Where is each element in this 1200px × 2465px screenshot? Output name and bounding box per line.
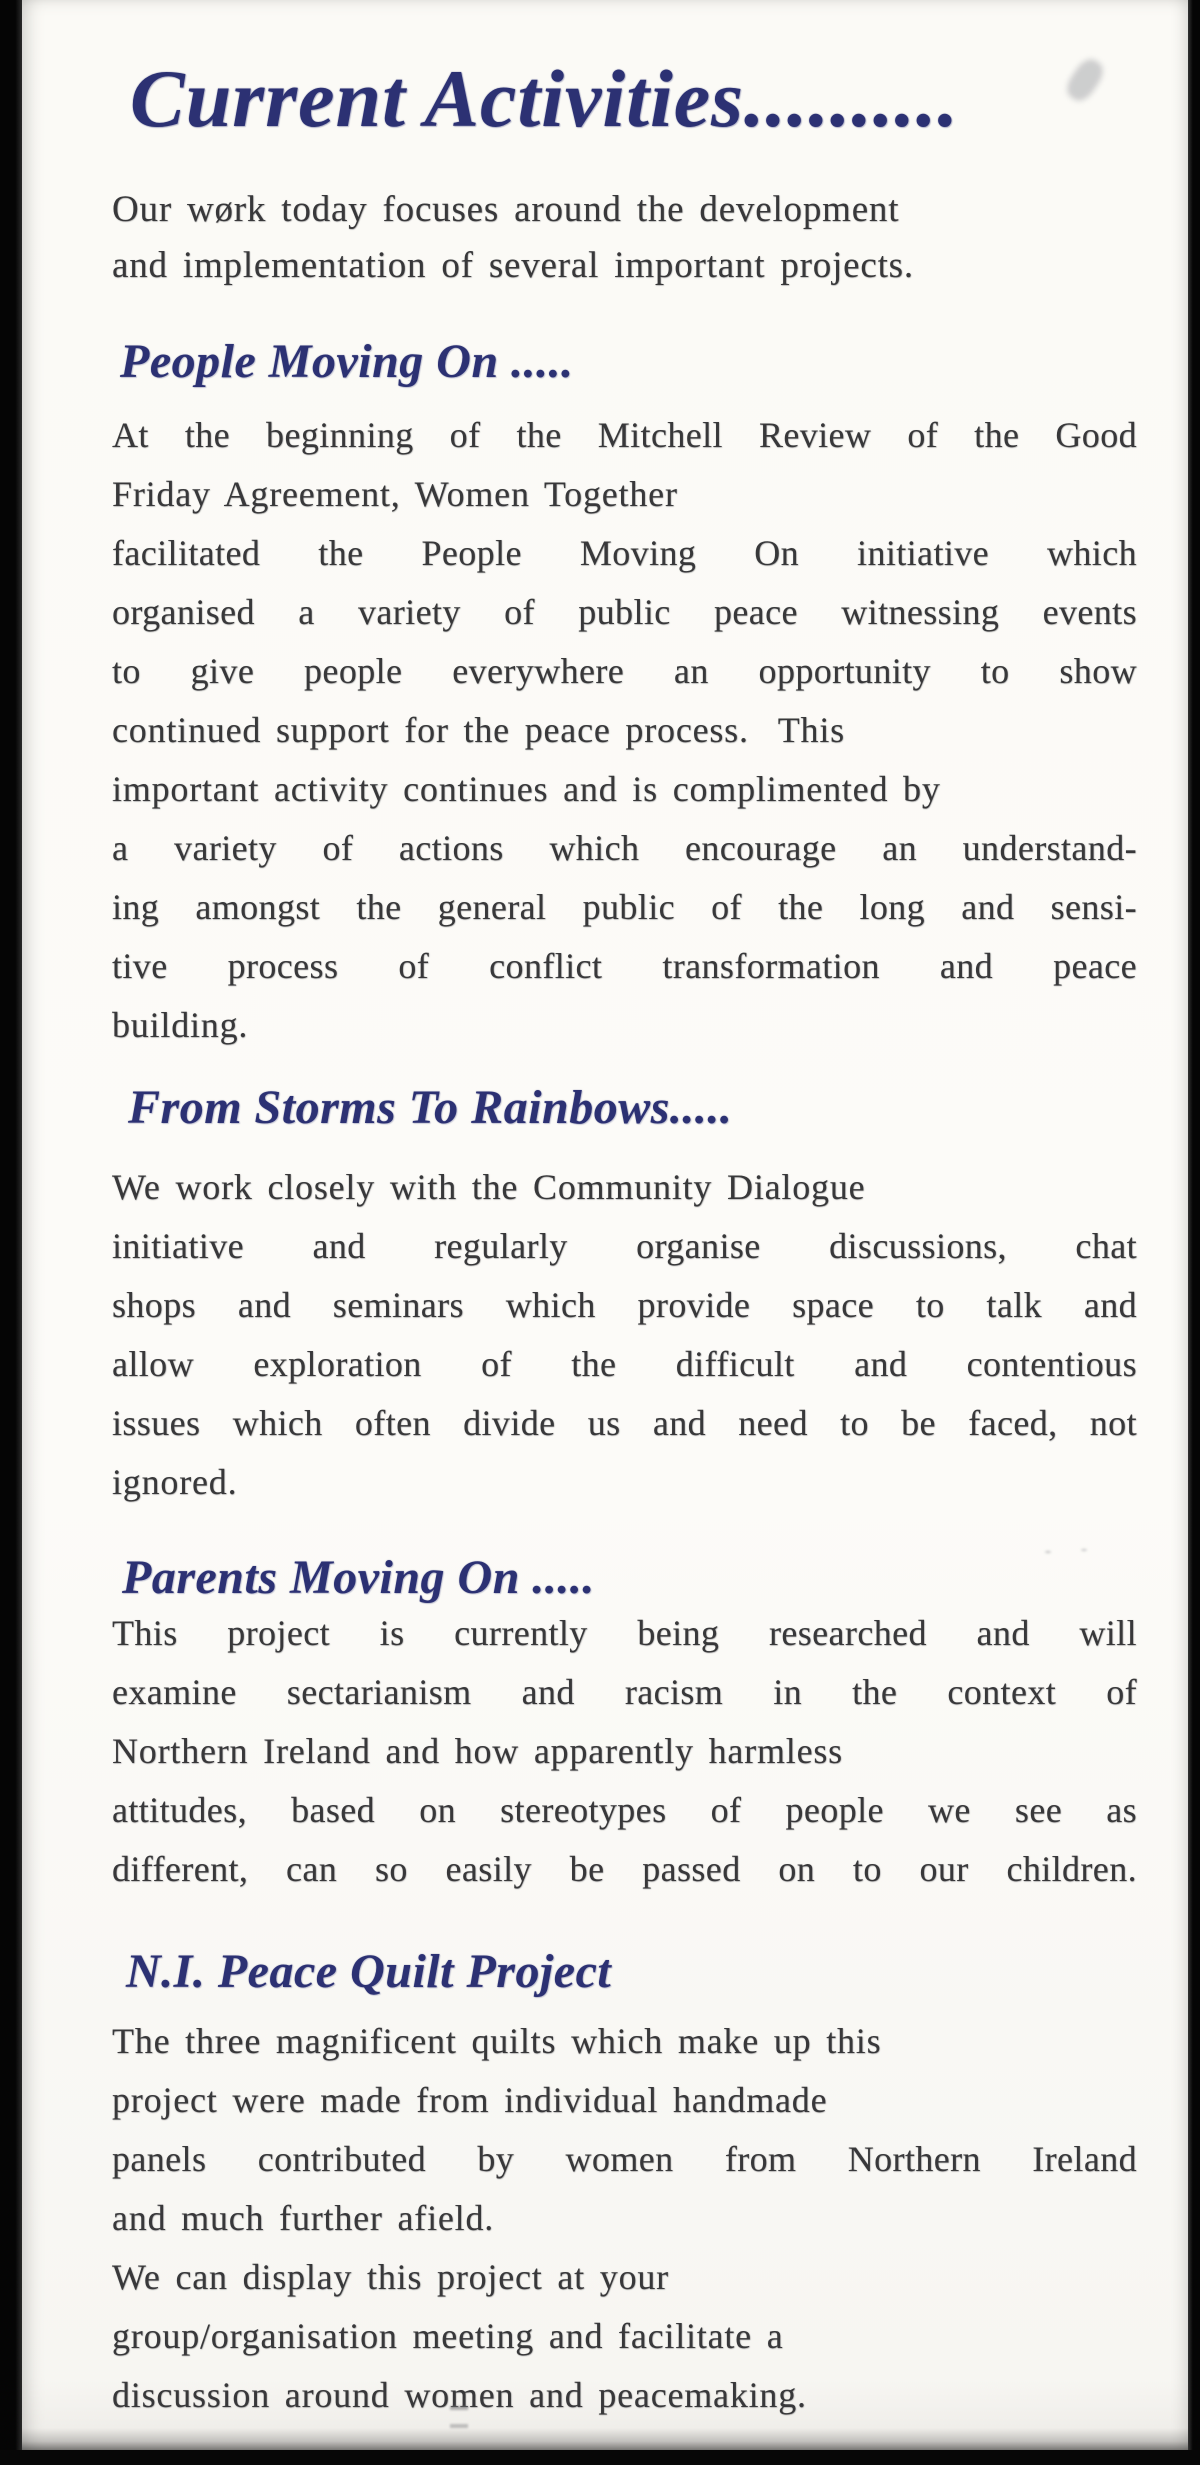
body-line: and much further afield. xyxy=(112,2198,495,2238)
page-title: Current Activities.......... xyxy=(130,53,960,144)
body-line: At the beginning of the Mitchell Review of the Good xyxy=(112,415,1137,455)
body-line: The three magnificent quilts which make up this xyxy=(112,2021,882,2061)
scan-smudge xyxy=(1036,1544,1096,1560)
scan-smudge xyxy=(1062,54,1108,105)
body-line: building. xyxy=(112,1005,249,1045)
body-line: ing amongst the general public of the long and sensi- xyxy=(112,887,1137,927)
body-line: discussion around women and peacemaking. xyxy=(112,2375,807,2415)
body-line: continued support for the peace process. This xyxy=(112,710,845,750)
body-line: ignored. xyxy=(112,1462,238,1502)
body-line: tive process of conflict transformation and peace xyxy=(112,946,1137,986)
section-heading: People Moving On ..... xyxy=(120,335,574,388)
section-heading: N.I. Peace Quilt Project xyxy=(126,1945,612,1998)
intro-paragraph xyxy=(112,182,1142,294)
section-body xyxy=(112,406,1137,1055)
scan-border-right xyxy=(1188,0,1200,2465)
body-line: important activity continues and is complimented by xyxy=(112,769,941,809)
body-line: allow exploration of the difficult and contentious xyxy=(112,1344,1137,1384)
body-line: shops and seminars which provide space to talk and xyxy=(112,1285,1137,1325)
intro-line: Our wørk today focuses around the development xyxy=(112,189,900,230)
intro-line: and implementation of several important projects. xyxy=(112,245,914,286)
scan-border-bottom xyxy=(0,2450,1200,2465)
body-line: facilitated the People Moving On initiative which xyxy=(112,533,1137,573)
body-line: to give people everywhere an opportunity to show xyxy=(112,651,1137,691)
body-line: different, can so easily be passed on to our children. xyxy=(112,1849,1137,1889)
body-line: organised a variety of public peace witnessing events xyxy=(112,592,1137,632)
body-line: group/organisation meeting and facilitate a xyxy=(112,2316,784,2356)
body-line: panels contributed by women from Northern Ireland xyxy=(112,2139,1137,2179)
scan-border-left xyxy=(0,0,22,2465)
body-line: examine sectarianism and racism in the context of xyxy=(112,1672,1137,1712)
body-line: attitudes, based on stereotypes of people we see as xyxy=(112,1790,1137,1830)
body-line: This project is currently being researched and will xyxy=(112,1613,1137,1653)
body-line: Northern Ireland and how apparently harmless xyxy=(112,1731,843,1771)
body-line: initiative and regularly organise discussions, chat xyxy=(112,1226,1137,1266)
section-heading: Parents Moving On ..... xyxy=(122,1551,595,1604)
paper xyxy=(22,0,1188,2452)
section-body xyxy=(112,1604,1137,1899)
section-body xyxy=(112,1158,1137,1512)
section-body xyxy=(112,2012,1137,2425)
body-line: a variety of actions which encourage an understand- xyxy=(112,828,1137,868)
scan-edge-shadow xyxy=(22,2428,1188,2452)
body-line: We work closely with the Community Dialogue xyxy=(112,1167,866,1207)
body-line: We can display this project at your xyxy=(112,2257,669,2297)
body-line: issues which often divide us and need to be faced, not xyxy=(112,1403,1137,1443)
body-line: project were made from individual handmade xyxy=(112,2080,828,2120)
section-heading: From Storms To Rainbows..... xyxy=(128,1081,733,1134)
body-line: Friday Agreement, Women Together xyxy=(112,474,678,514)
